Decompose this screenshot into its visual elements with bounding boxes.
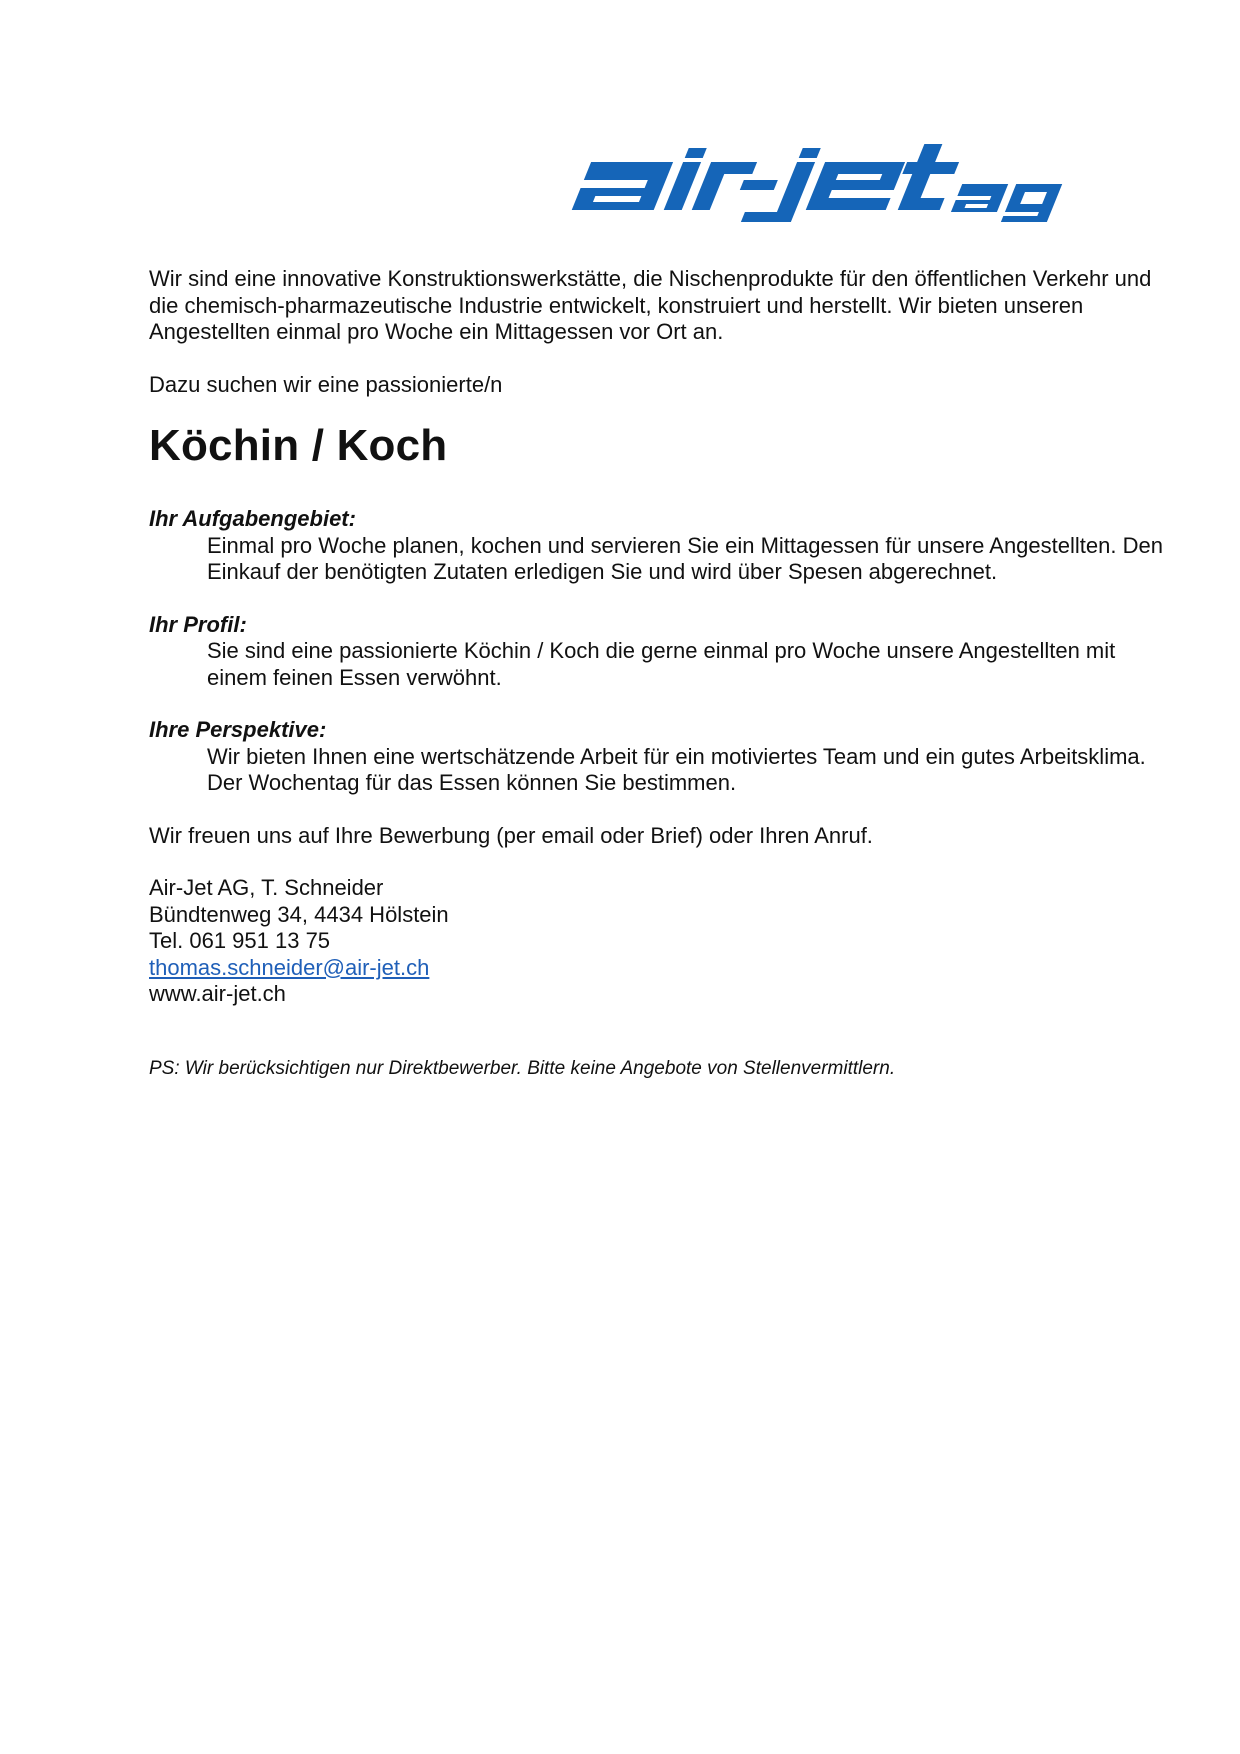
section-profile — [149, 612, 1179, 692]
logo-letter-a — [572, 162, 673, 210]
contact-email-link[interactable]: thomas.schneider@air-jet.ch — [149, 954, 430, 980]
section-tasks — [149, 506, 1179, 586]
job-posting — [149, 266, 1179, 1081]
logo-letter-small-g — [1001, 184, 1062, 222]
contact-company: Air-Jet AG, T. Schneider — [149, 875, 384, 900]
air-jet-logo — [560, 140, 1145, 222]
postscript-note: PS: Wir berücksichtigen nur Direktbewerber. Bitte keine Angebote von Stellenvermittlern. — [149, 1057, 896, 1079]
section-heading: Ihr Profil: — [149, 611, 247, 637]
logo-letter-j-dot — [799, 148, 821, 158]
section-perspective — [149, 717, 1179, 797]
logo-letter-e — [806, 162, 905, 210]
contact-phone: Tel. 061 951 13 75 — [149, 928, 331, 953]
section-body: Einmal pro Woche planen, kochen und servieren Sie ein Mittagessen für unsere Angestellten. Den Einkauf der benötigten Zutaten erledigen Sie und wird über Spesen abgerechnet. — [207, 532, 1163, 584]
logo-letter-i-dot — [685, 148, 707, 158]
logo-letter-small-a — [951, 184, 1008, 212]
section-heading: Ihre Perspektive: — [149, 717, 327, 742]
job-title: Köchin / Koch — [149, 421, 448, 470]
closing-sentence: Wir freuen uns auf Ihre Bewerbung (per email oder Brief) oder Ihren Anruf. — [149, 822, 873, 848]
contact-website: www.air-jet.ch — [149, 981, 286, 1006]
contact-address: Bündtenweg 34, 4434 Hölstein — [149, 901, 449, 927]
section-body: Sie sind eine passionierte Köchin / Koch die gerne einmal pro Woche unsere Angestellten mit einem feinen Essen verwöhnt. — [207, 638, 1116, 690]
logo-letter-t — [888, 144, 967, 210]
logo-hyphen — [740, 180, 778, 190]
section-heading: Ihr Aufgabengebiet: — [149, 506, 356, 531]
lead-sentence: Dazu suchen wir eine passionierte/n — [149, 371, 503, 397]
contact-block — [149, 875, 1179, 1008]
section-body: Wir bieten Ihnen eine wertschätzende Arbeit für ein motiviertes Team und ein gutes Arbeitsklima. Der Wochentag für das Essen können Sie bestimmen. — [207, 743, 1146, 795]
company-intro: Wir sind eine innovative Konstruktionswerkstätte, die Nischenprodukte für den öffentlichen Verkehr und die chemisch-pharmazeutische Industrie entwickelt, konstruiert und herstellt. Wir bieten unseren Angestellten einmal pro Woche ein Mittagessen vor Ort an. — [149, 266, 1152, 344]
